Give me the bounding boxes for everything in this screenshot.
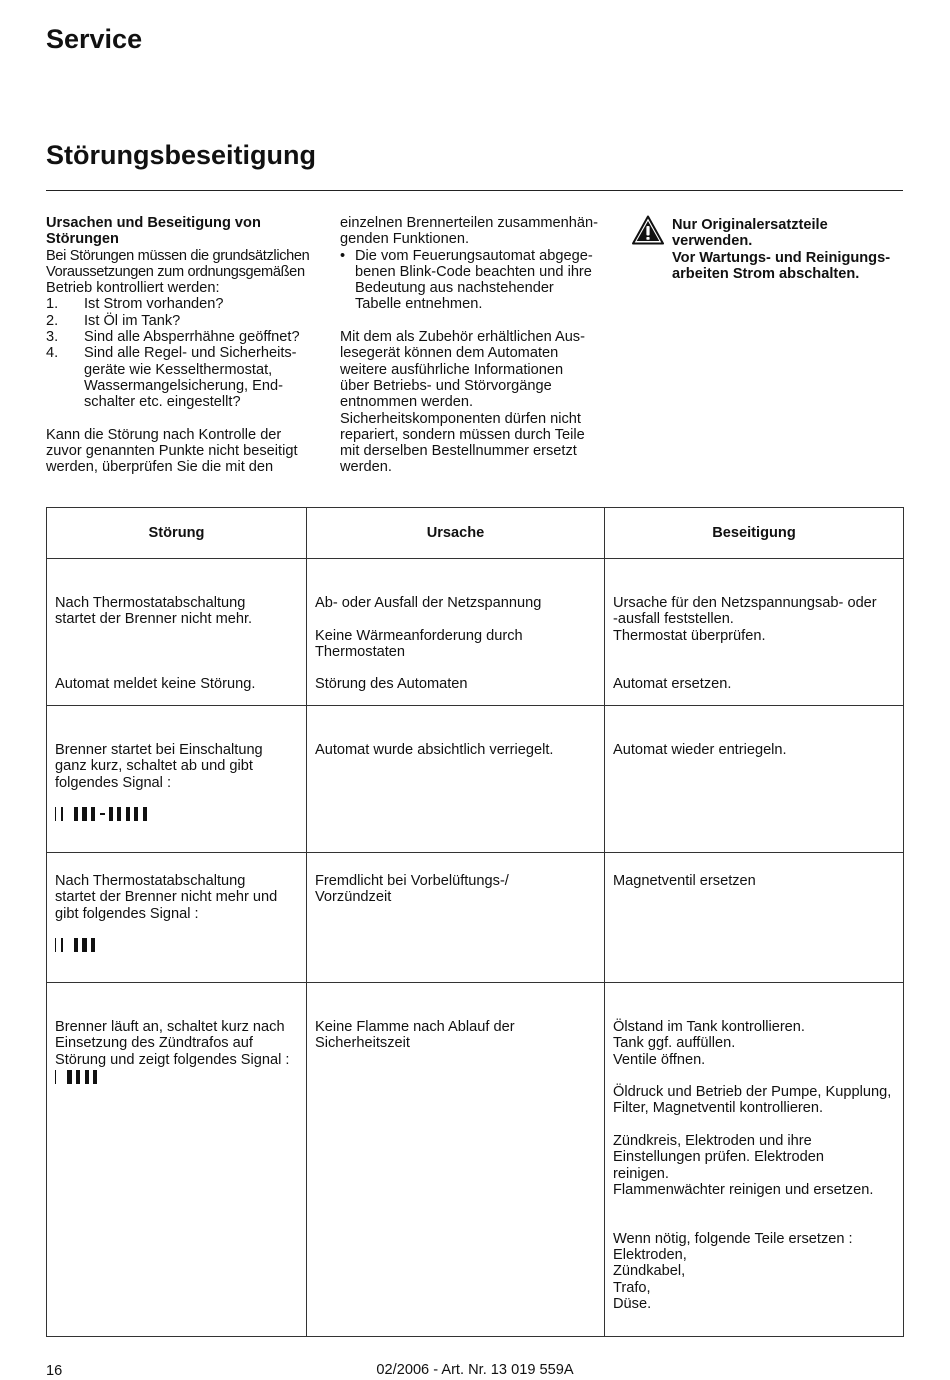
cell-text: Tank ggf. auffüllen. xyxy=(613,1035,736,1052)
checklist-text: Ist Strom vorhanden? xyxy=(84,296,224,313)
document-reference: 02/2006 - Art. Nr. 13 019 559A xyxy=(376,1362,574,1378)
intro-text-line: Bei Störungen müssen die grundsätzlichen xyxy=(46,247,310,264)
page-number: 16 xyxy=(46,1363,63,1379)
checklist-text: Wassermangelsicherung, End- xyxy=(84,377,283,394)
checklist-number: 3. xyxy=(46,329,59,346)
cell-text: Thermostaten xyxy=(315,643,406,660)
column-header-ursache: Ursache xyxy=(307,508,605,559)
checklist-item xyxy=(46,296,326,312)
cell-text: Nach Thermostatabschaltung xyxy=(55,873,246,889)
bullet-list xyxy=(340,248,615,313)
cell-text: Flammenwächter reinigen und ersetzen. xyxy=(613,1181,874,1198)
intro-text-line: Betrieb kontrolliert werden: xyxy=(46,280,220,297)
cell-text: Automat wieder entriegeln. xyxy=(613,742,787,758)
table-cell-beseitigung xyxy=(605,706,904,853)
cell-text: Thermostat überprüfen. xyxy=(613,627,766,644)
cell-text: Einsetzung des Zündtrafos auf xyxy=(55,1035,253,1052)
table-row xyxy=(47,983,904,1337)
table-row xyxy=(47,559,904,706)
cell-text: Störung und zeigt folgendes Signal : xyxy=(55,1051,290,1068)
cell-text: Nach Thermostatabschaltung xyxy=(55,595,246,611)
intro-column-1 xyxy=(46,215,326,476)
intro-heading-line: Ursachen und Beseitigung von xyxy=(46,215,261,231)
table-cell-ursache xyxy=(307,983,605,1337)
table-row xyxy=(47,706,904,853)
intro-text-line: mit derselben Bestellnummer ersetzt xyxy=(340,443,577,460)
warning-text-line: Vor Wartungs- und Reinigungs- xyxy=(672,249,891,266)
blink-code-signal xyxy=(55,807,298,821)
section-divider xyxy=(46,190,903,191)
cell-text: startet der Brenner nicht mehr und xyxy=(55,889,278,906)
checklist-item xyxy=(46,345,326,410)
intro-text-line: werden, überprüfen Sie die mit den xyxy=(46,459,274,476)
bullet-text: Die vom Feuerungsautomat abgege- xyxy=(355,247,593,264)
warning-text-line: verwenden. xyxy=(672,233,753,250)
table-cell-stoerung xyxy=(47,706,307,853)
intro-text-line: zuvor genannten Punkte nicht beseitigt xyxy=(46,443,298,460)
intro-text-line: genden Funktionen. xyxy=(340,231,470,248)
cell-text: startet der Brenner nicht mehr. xyxy=(55,611,253,628)
intro-text-line: über Betriebs- und Störvorgänge xyxy=(340,377,552,394)
table-cell-stoerung xyxy=(47,853,307,983)
table-cell-beseitigung xyxy=(605,559,904,706)
intro-heading-line: Störungen xyxy=(46,231,119,248)
cell-text: Elektroden, xyxy=(613,1247,687,1264)
cell-text: Automat ersetzen. xyxy=(613,676,732,693)
cell-text: Düse. xyxy=(613,1296,652,1313)
checklist-number: 1. xyxy=(46,296,59,313)
cell-text: Automat wurde absichtlich verriegelt. xyxy=(315,742,554,758)
cell-text: Zündkreis, Elektroden und ihre xyxy=(613,1133,812,1150)
checklist-text: Ist Öl im Tank? xyxy=(84,312,181,329)
checklist-item xyxy=(46,329,326,345)
cell-text: Sicherheitszeit xyxy=(315,1035,410,1052)
bullet-text: Tabelle entnehmen. xyxy=(355,296,483,313)
checklist-number: 2. xyxy=(46,312,59,329)
cell-text: Ursache für den Netzspannungsab- oder xyxy=(613,595,877,611)
cell-text: Vorzündzeit xyxy=(315,889,392,906)
table-cell-ursache xyxy=(307,559,605,706)
troubleshooting-table xyxy=(46,507,904,1337)
blink-code-signal xyxy=(55,1070,298,1084)
checklist-item xyxy=(46,313,326,329)
cell-text: -ausfall feststellen. xyxy=(613,611,734,628)
cell-text: Brenner startet bei Einschaltung xyxy=(55,742,263,758)
checklist xyxy=(46,296,326,410)
cell-text: folgendes Signal : xyxy=(55,774,172,791)
intro-text-line: weitere ausführliche Informationen xyxy=(340,361,564,378)
checklist-text: Sind alle Absperrhähne geöffnet? xyxy=(84,329,300,346)
cell-text: Fremdlicht bei Vorbelüftungs-/ xyxy=(315,873,509,889)
cell-text: Öldruck und Betrieb der Pumpe, Kupplung, xyxy=(613,1084,892,1101)
cell-text: Einstellungen prüfen. Elektroden xyxy=(613,1149,824,1166)
cell-text: ganz kurz, schaltet ab und gibt xyxy=(55,758,253,775)
table-cell-beseitigung xyxy=(605,853,904,983)
checklist-text: Sind alle Regel- und Sicherheits- xyxy=(84,345,297,362)
table-cell-beseitigung xyxy=(605,983,904,1337)
bullet-symbol: • xyxy=(340,247,346,264)
cell-text: Ölstand im Tank kontrollieren. xyxy=(613,1019,805,1035)
cell-text: Keine Flamme nach Ablauf der xyxy=(315,1019,515,1035)
warning-text-line: arbeiten Strom abschalten. xyxy=(672,265,860,282)
checklist-number: 4. xyxy=(46,345,59,362)
intro-text-line: entnommen werden. xyxy=(340,394,474,411)
table-cell-stoerung xyxy=(47,983,307,1337)
intro-column-2 xyxy=(340,215,615,476)
intro-text-line: Voraussetzungen zum ordnungsgemäßen xyxy=(46,263,305,280)
section-title: Störungsbeseitigung xyxy=(46,140,316,170)
cell-text: Zündkabel, xyxy=(613,1263,686,1280)
bullet-text: Bedeutung aus nachstehender xyxy=(355,280,554,297)
intro-text-line: repariert, sondern müssen durch Teile xyxy=(340,426,585,443)
table-header-row xyxy=(47,508,904,559)
cell-text: Störung des Automaten xyxy=(315,676,468,693)
cell-text: Automat meldet keine Störung. xyxy=(55,676,256,693)
column-header-stoerung: Störung xyxy=(47,508,307,559)
table-cell-ursache xyxy=(307,853,605,983)
table-row xyxy=(47,853,904,983)
cell-text: Wenn nötig, folgende Teile ersetzen : xyxy=(613,1230,853,1247)
table-cell-stoerung xyxy=(47,559,307,706)
cell-text: Magnetventil ersetzen xyxy=(613,873,756,889)
intro-text-line: Kann die Störung nach Kontrolle der xyxy=(46,426,282,443)
cell-text: Ventile öffnen. xyxy=(613,1051,706,1068)
intro-text-line: lesegerät können dem Automaten xyxy=(340,345,559,362)
header-title: Service xyxy=(46,24,143,54)
cell-text: gibt folgendes Signal : xyxy=(55,905,199,922)
warning-note xyxy=(632,217,912,282)
cell-text: reinigen. xyxy=(613,1165,669,1182)
intro-text-line: werden. xyxy=(340,459,392,476)
intro-text-line: einzelnen Brennerteilen zusammenhän- xyxy=(340,215,598,231)
warning-triangle-icon xyxy=(632,215,664,245)
cell-text: Trafo, xyxy=(613,1279,651,1296)
intro-text-line: Sicherheitskomponenten dürfen nicht xyxy=(340,410,581,427)
checklist-text: schalter etc. eingestellt? xyxy=(84,394,241,411)
checklist-text: geräte wie Kesselthermostat, xyxy=(84,361,273,378)
bullet-item xyxy=(340,248,615,313)
bullet-text: benen Blink-Code beachten und ihre xyxy=(355,263,592,280)
blink-code-signal xyxy=(55,938,298,952)
column-header-beseitigung: Beseitigung xyxy=(605,508,904,559)
cell-text: Ab- oder Ausfall der Netzspannung xyxy=(315,595,542,611)
warning-text-line: Nur Originalersatzteile xyxy=(672,217,828,233)
cell-text: Keine Wärmeanforderung durch xyxy=(315,627,523,644)
table-cell-ursache xyxy=(307,706,605,853)
cell-text: Filter, Magnetventil kontrollieren. xyxy=(613,1100,824,1117)
cell-text: Brenner läuft an, schaltet kurz nach xyxy=(55,1019,285,1035)
intro-text-line: Mit dem als Zubehör erhältlichen Aus- xyxy=(340,329,585,346)
